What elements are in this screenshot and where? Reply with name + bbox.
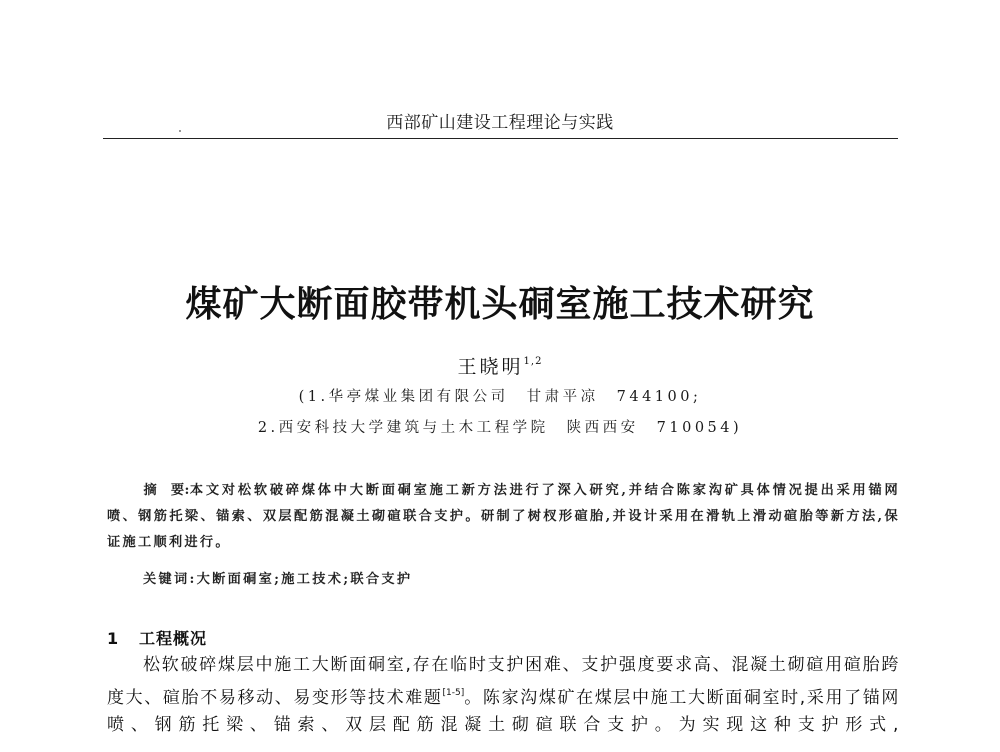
- section-title: 工程概况: [139, 629, 208, 648]
- abstract-label: 摘 要:: [143, 483, 190, 498]
- author-affiliation-marks: 1,2: [523, 356, 543, 367]
- abstract: [107, 478, 900, 556]
- author-line: [0, 352, 1000, 379]
- abstract-text: 本文对松软破碎煤体中大断面硐室施工新方法进行了深入研究,并结合陈家沟矿具体情况提出采用锚网喷、钢筋托梁、锚索、双层配筋混凝土砌碹联合支护。研制了树杈形碹胎,并设计采用在滑轨上滑动碹胎等新方法,保证施工顺利进行。: [107, 483, 901, 550]
- keywords: [143, 568, 412, 587]
- section-number: 1: [107, 629, 120, 648]
- affiliation-2: 2.西安科技大学建筑与土木工程学院 陕西西安 710054): [257, 420, 743, 436]
- author-name: 王晓明: [457, 356, 524, 378]
- affiliation-1: (1.华亭煤业集团有限公司 甘肃平凉 744100;: [298, 389, 702, 405]
- paper-title: 煤矿大断面胶带机头硐室施工技术研究: [185, 284, 815, 325]
- body-paragraph: [107, 652, 900, 740]
- body-text: 松软破碎煤层中施工大断面硐室,存在临时支护困难、支护强度要求高、混凝土砌碹用碹胎跨度大、碹胎不易移动、易变形等技术难题: [107, 655, 900, 708]
- body-text-continued: 。陈家沟煤矿在煤层中施工大断面硐室时,采用了锚网喷、钢筋托梁、锚索、双层配筋混凝土砌碹联合支护。为实现这种支护形式,: [107, 687, 900, 735]
- keywords-label: 关键词:: [143, 572, 197, 587]
- citation: [1-5]: [442, 687, 465, 698]
- scan-speck: [179, 130, 181, 132]
- section-heading: [107, 626, 207, 649]
- running-header: 西部矿山建设工程理论与实践: [386, 113, 614, 133]
- header-rule: [103, 138, 898, 139]
- section-body: [107, 652, 900, 740]
- keywords-text: 大断面硐室;施工技术;联合支护: [196, 572, 413, 587]
